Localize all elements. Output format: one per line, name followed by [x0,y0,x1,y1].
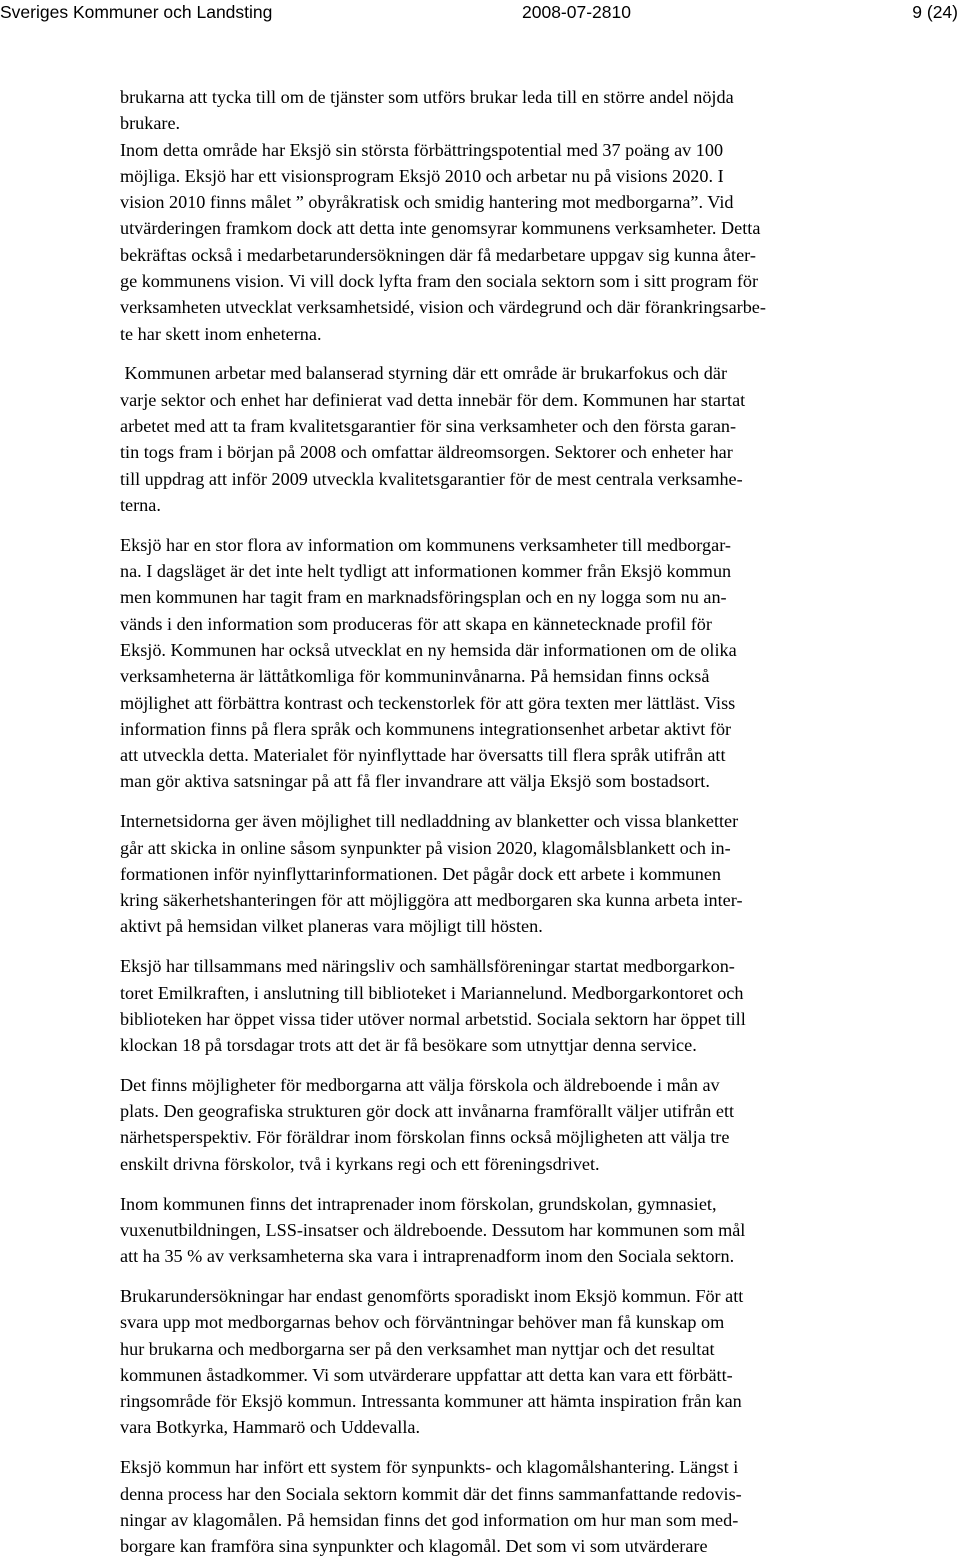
text-line: Eksjö kommun har infört ett system för synpunkts- och klagomålshantering. Längst i [120,1457,739,1478]
paragraph-spacer [120,1269,910,1283]
paragraph [120,84,910,347]
text-line: brukarna att tycka till om de tjänster som utförs brukar leda till en större andel nöjda [120,87,734,107]
paragraph [120,1454,910,1559]
text-line: ningar av klagomålen. På hemsidan finns det god information om hur man som med- [120,1509,739,1530]
text-line: arbetet med att ta fram kvalitetsgarantier för sina verksamheter och den första garan- [120,416,737,437]
text-line: vänds i den information som produceras för att skapa en kännetecknade profil för [120,613,712,634]
paragraph-spacer [120,347,910,361]
text-line: plats. Den geografiska strukturen gör dock att invånarna framförallt väljer utifrån ett [120,1101,735,1122]
text-line: Eksjö har tillsammans med näringsliv och samhällsföreningar startat medborgarkon- [120,956,735,977]
text-line: man gör aktiva satsningar på att få fler invandrare att välja Eksjö som bostadsort. [120,771,710,792]
paragraph-spacer [120,795,910,809]
paragraph-spacer [120,940,910,954]
text-line: information finns på flera språk och kommunens integrationsenhet arbetar aktivt för [120,718,732,739]
text-line: toret Emilkraften, i anslutning till biblioteket i Mariannelund. Medborgarkontoret och [120,982,744,1003]
paragraph-spacer [120,518,910,532]
paragraph [120,360,910,518]
paragraph-spacer [120,1441,910,1455]
text-line: möjliga. Eksjö har ett visionsprogram Eksjö 2010 och arbetar nu på visions 2020. I [120,165,724,186]
paragraph-spacer [120,1177,910,1191]
text-line: aktivt på hemsidan vilket planeras vara möjligt till hösten. [120,916,543,937]
text-line: tin togs fram i början på 2008 och omfattar äldreomsorgen. Sektorer och enheter har [120,442,733,463]
text-line: Det finns möjligheter för medborgarna att välja förskola och äldreboende i mån av [120,1074,720,1095]
document-date: 2008-07-2810 [522,2,631,22]
text-line: men kommunen har tagit fram en marknadsföringsplan och en ny logga som nu an- [120,587,727,608]
paragraph [120,953,910,1058]
text-line: möjlighet att förbättra kontrast och teckenstorlek för att göra texten mer lättläst. Viss [120,692,736,713]
text-line: till uppdrag att inför 2009 utveckla kvalitetsgarantier för de mest centrala verksamhe- [120,468,743,489]
text-line: vuxenutbildningen, LSS-insatser och äldreboende. Dessutom har kommunen som mål [120,1219,746,1240]
text-line: utvärderingen framkom dock att detta inte genomsyrar kommunens verksamheter. Detta [120,218,761,239]
text-line: går att skicka in online såsom synpunkter på vision 2020, klagomålsblankett och in- [120,837,731,858]
text-line: te har skett inom enheterna. [120,323,322,344]
text-line: Internetsidorna ger även möjlighet till nedladdning av blanketter och vissa blanketter [120,811,739,832]
text-line: vara Botkyrka, Hammarö och Uddevalla. [120,1417,420,1438]
text-line: varje sektor och enhet har definierat vad detta innebär för dem. Kommunen har startat [120,389,746,410]
page-header [0,0,960,26]
text-line: bekräftas också i medarbetarundersökningen där få medarbetare uppgav sig kunna åter- [120,244,756,265]
text-line: brukare. [120,113,181,134]
paragraph [120,808,910,939]
paragraph [120,1191,910,1270]
paragraph [120,1072,910,1177]
text-line: Brukarundersökningar har endast genomförts sporadiskt inom Eksjö kommun. För att [120,1285,744,1306]
text-line: Inom kommunen finns det intraprenader inom förskolan, grundskolan, gymnasiet, [120,1193,717,1214]
text-line: denna process har den Sociala sektorn kommit där det finns sammanfattande redovis- [120,1483,742,1504]
text-line: kring säkerhetshanteringen för att möjliggöra att medborgaren ska kunna arbeta inter- [120,890,743,911]
paragraph [120,1283,910,1441]
text-line: Eksjö. Kommunen har också utvecklat en ny hemsida där informationen om de olika [120,639,737,660]
text-line: enskilt drivna förskolor, två i kyrkans regi och ett föreningsdrivet. [120,1153,600,1174]
text-line: Eksjö har en stor flora av information om kommunens verksamheter till medborgar- [120,534,731,555]
text-line: biblioteken har öppet vissa tider utöver normal arbetstid. Sociala sektorn har öppet till [120,1008,746,1029]
paragraph [120,532,910,795]
text-line: terna. [120,494,161,515]
text-line: att utveckla detta. Materialet för nyinflyttade har översatts till flera språk utifrån att [120,745,726,766]
text-line: formationen inför nyinflyttarinformationen. Det pågår dock ett arbete i kommunen [120,863,722,884]
text-line: klockan 18 på torsdagar trots att det är få besökare som utnyttjar denna service. [120,1035,697,1056]
text-line: vision 2010 finns målet ” obyråkratisk och smidig hantering mot medborgarna”. Vid [120,192,734,213]
organization-name: Sveriges Kommuner och Landsting [0,2,273,22]
text-line: na. I dagsläget är det inte helt tydligt att informationen kommer från Eksjö kommun [120,561,732,582]
text-line: närhetsperspektiv. För föräldrar inom förskolan finns också möjligheten att välja tre [120,1127,730,1148]
text-line: verksamheten utvecklat verksamhetsidé, vision och värdegrund och där förankringsarbe- [120,297,766,318]
text-line: ringsområde för Eksjö kommun. Intressanta kommuner att hämta inspiration från kan [120,1391,742,1412]
text-line: svara upp mot medborgarnas behov och förväntningar behöver man få kunskap om [120,1312,725,1333]
text-line: borgare kan framföra sina synpunkter och klagomål. Det som vi som utvärderare [120,1536,708,1557]
document-body [120,84,910,1559]
text-line: Inom detta område har Eksjö sin största förbättringspotential med 37 poäng av 100 [120,139,724,160]
text-line: Kommunen arbetar med balanserad styrning där ett område är brukarfokus och där [120,363,728,384]
text-line: ge kommunens vision. Vi vill dock lyfta fram den sociala sektorn som i sitt program för [120,271,759,292]
text-line: hur brukarna och medborgarna ser på den verksamhet man nyttjar och det resultat [120,1338,715,1359]
text-line: verksamheterna är lättåtkomliga för kommuninvånarna. På hemsidan finns också [120,666,710,687]
text-line: kommunen åstadkommer. Vi som utvärderare uppfattar att detta kan vara ett förbätt- [120,1364,733,1385]
page-number: 9 (24) [912,2,958,22]
paragraph-spacer [120,1058,910,1072]
text-line: att ha 35 % av verksamheterna ska vara i intraprenadform inom den Sociala sektorn. [120,1246,735,1267]
